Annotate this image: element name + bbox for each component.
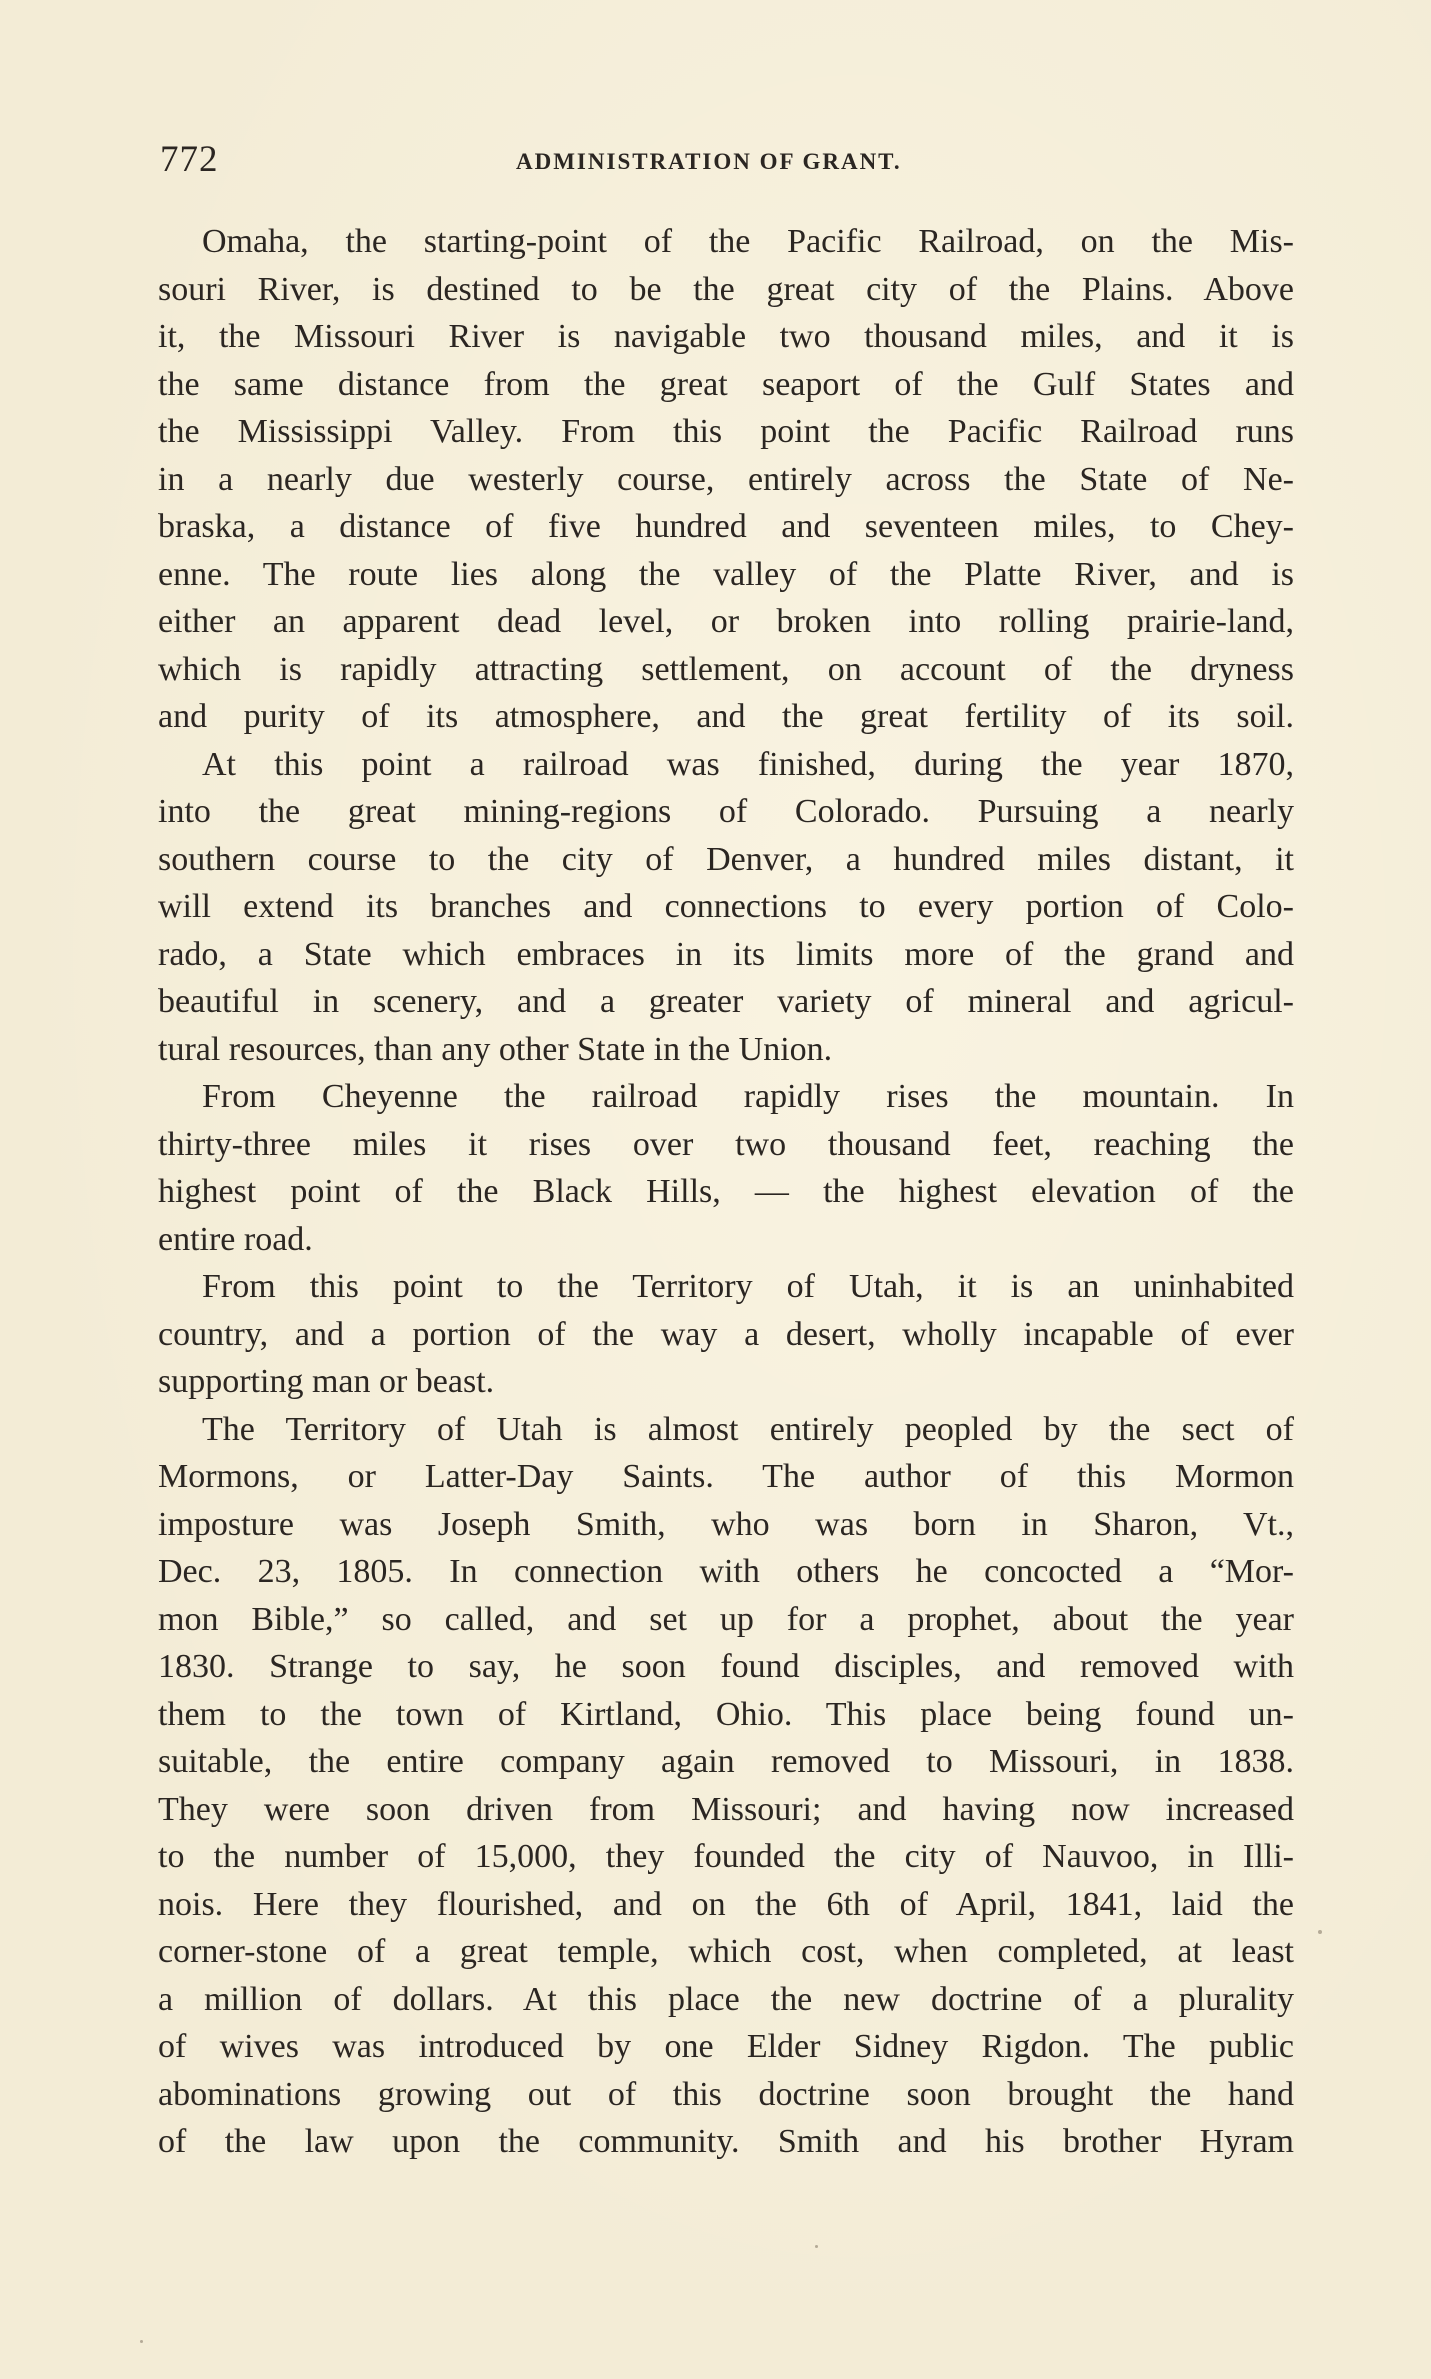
text-line: the same distance from the great seaport of the Gulf States and	[158, 365, 1294, 403]
text-line: The Territory of Utah is almost entirely peopled by the sect of	[202, 1410, 1294, 1448]
text-line: of wives was introduced by one Elder Sidney Rigdon. The public	[158, 2028, 1294, 2065]
text-line: and purity of its atmosphere, and the great fertility of its soil.	[158, 698, 1294, 735]
text-line: of the law upon the community. Smith and his brother Hyram	[158, 2123, 1294, 2160]
body-text	[158, 218, 1294, 2166]
text-line: supporting man or beast.	[158, 1363, 495, 1400]
text-line: thirty-three miles it rises over two thousand feet, reaching the	[158, 1125, 1294, 1163]
text-line: them to the town of Kirtland, Ohio. This place being found un-	[158, 1695, 1294, 1733]
text-line: southern course to the city of Denver, a hundred miles distant, it	[158, 840, 1294, 878]
text-line: which is rapidly attracting settlement, on account of the dryness	[158, 650, 1294, 688]
text-line: braska, a distance of five hundred and seventeen miles, to Chey-	[158, 508, 1294, 545]
text-line: enne. The route lies along the valley of the Platte River, and is	[158, 555, 1294, 593]
text-line: abominations growing out of this doctrine soon brought the hand	[158, 2075, 1294, 2113]
text-line: From Cheyenne the railroad rapidly rises the mountain. In	[202, 1078, 1294, 1115]
text-line: beautiful in scenery, and a greater variety of mineral and agricul-	[158, 983, 1294, 1020]
text-line: rado, a State which embraces in its limits more of the grand and	[158, 935, 1294, 973]
text-line: Omaha, the starting-point of the Pacific Railroad, on the Mis-	[202, 223, 1294, 260]
text-line: highest point of the Black Hills, — the highest elevation of the	[158, 1173, 1294, 1210]
text-line: the Mississippi Valley. From this point the Pacific Railroad runs	[158, 413, 1294, 450]
text-line: They were soon driven from Missouri; and having now increased	[158, 1790, 1294, 1828]
text-line: will extend its branches and connections to every portion of Colo-	[158, 888, 1294, 925]
text-line: entire road.	[158, 1220, 313, 1258]
text-line: corner-stone of a great temple, which cost, when completed, at least	[158, 1933, 1294, 1970]
text-line: tural resources, than any other State in the Union.	[158, 1030, 833, 1068]
text-line: suitable, the entire company again removed to Missouri, in 1838.	[158, 1743, 1294, 1780]
text-line: nois. Here they flourished, and on the 6th of April, 1841, laid the	[158, 1885, 1294, 1923]
text-line: Dec. 23, 1805. In connection with others he concocted a “Mor-	[158, 1553, 1294, 1590]
text-line: Mormons, or Latter-Day Saints. The author of this Mormon	[158, 1458, 1294, 1495]
text-line: in a nearly due westerly course, entirely across the State of Ne-	[158, 460, 1294, 498]
text-line: to the number of 15,000, they founded the city of Nauvoo, in Illi-	[158, 1838, 1294, 1875]
text-line: into the great mining-regions of Colorado. Pursuing a nearly	[158, 793, 1294, 830]
paper-speck	[140, 2340, 143, 2343]
page-number: 772	[160, 139, 219, 180]
paper-speck	[1318, 1930, 1322, 1934]
text-line: country, and a portion of the way a desert, wholly incapable of ever	[158, 1315, 1294, 1353]
text-line: it, the Missouri River is navigable two thousand miles, and it is	[158, 318, 1294, 355]
paper-speck	[815, 2245, 818, 2248]
running-head	[160, 138, 1310, 188]
text-line: a million of dollars. At this place the new doctrine of a plurality	[158, 1980, 1294, 2018]
text-line: either an apparent dead level, or broken into rolling prairie-land,	[158, 603, 1294, 640]
text-line: At this point a railroad was finished, during the year 1870,	[202, 745, 1294, 783]
text-line: From this point to the Territory of Utah, it is an uninhabited	[202, 1268, 1294, 1305]
text-line: 1830. Strange to say, he soon found disciples, and removed with	[158, 1648, 1294, 1685]
running-title: ADMINISTRATION OF GRANT.	[516, 149, 902, 174]
text-line: imposture was Joseph Smith, who was born in Sharon, Vt.,	[158, 1505, 1294, 1543]
text-line: mon Bible,” so called, and set up for a prophet, about the year	[158, 1600, 1294, 1638]
text-line: souri River, is destined to be the great city of the Plains. Above	[158, 270, 1294, 308]
